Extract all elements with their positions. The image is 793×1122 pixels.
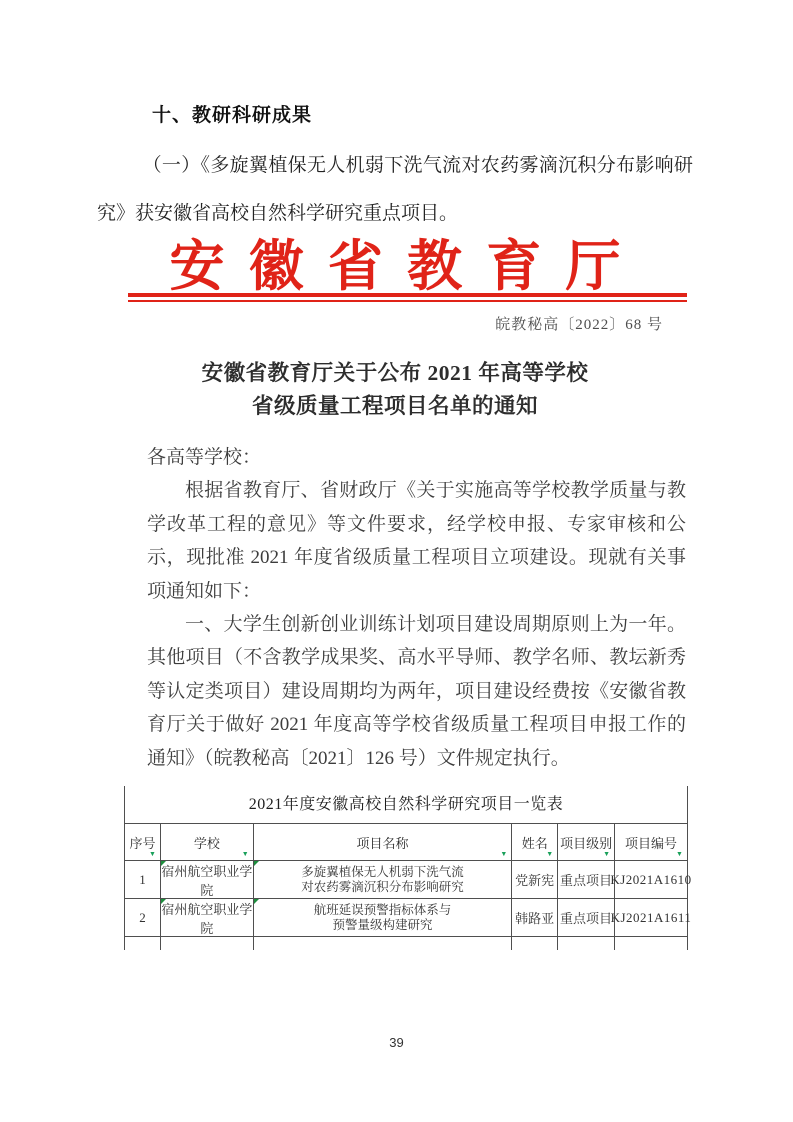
filter-icon: ▼ bbox=[241, 850, 249, 858]
notice-title bbox=[97, 357, 693, 423]
cell-corner-marker-icon bbox=[161, 899, 166, 904]
cell-no: 2 bbox=[125, 899, 161, 937]
cell-corner-marker-icon bbox=[161, 861, 166, 866]
filter-icon: ▼ bbox=[500, 850, 508, 858]
letter-paragraph: 根据省教育厅、省财政厅《关于实施高等学校教学质量与教学改革工程的意见》等文件要求，经学校申报、专家审核和公示，现批准 2021 年度省级质量工程项目立项建设。现就有关事项通知如下： bbox=[147, 480, 686, 602]
table-row bbox=[125, 899, 692, 937]
letterhead-agency-name: 安徽省教育厅 bbox=[169, 236, 645, 297]
letterhead-divider bbox=[128, 293, 687, 302]
filter-icon: ▼ bbox=[546, 850, 554, 858]
notice-title-line2: 省级质量工程项目名单的通知 bbox=[251, 394, 538, 418]
cell-level: 重点项目 bbox=[558, 861, 615, 899]
filter-icon: ▼ bbox=[148, 850, 156, 858]
cell-corner-marker-icon bbox=[254, 899, 259, 904]
salutation: 各高等学校： bbox=[147, 447, 262, 468]
header-cell-school: 学校 ▼ bbox=[161, 824, 254, 861]
section-heading: 十、教研科研成果 bbox=[152, 105, 313, 126]
table-partial-row bbox=[125, 937, 688, 950]
letter-paragraph: 一、大学生创新创业训练计划项目建设周期原则上为一年。其他项目（不含教学成果奖、高水平导师、教学名师、教坛新秀等认定类项目）建设周期均为两年，项目建设经费按《安徽省教育厅关于做好 2021 年度高等学校省级质量工程项目申报工作的通知》（皖教秘高〔2021〕126 号）文件规定执行。 bbox=[147, 614, 686, 769]
cell-code: KJ2021A1610 bbox=[615, 861, 688, 899]
table-row bbox=[125, 861, 692, 899]
header-cell-no: 序号 ▼ bbox=[125, 824, 161, 861]
cell-project: 航班延误预警指标体系与 预警量级构建研究 bbox=[254, 899, 512, 937]
header-cell-code: 项目编号 ▼ bbox=[615, 824, 688, 861]
cell-school: 宿州航空职业学院 bbox=[161, 861, 254, 899]
header-cell-project: 项目名称 ▼ bbox=[254, 824, 513, 861]
table-title: 2021年度安徽高校自然科学研究项目一览表 bbox=[125, 786, 688, 824]
cell-corner-marker-icon bbox=[254, 861, 259, 866]
cell-name: 韩路亚 bbox=[512, 899, 558, 937]
filter-icon: ▼ bbox=[676, 850, 683, 858]
cell-code: KJ2021A1611 bbox=[615, 899, 688, 937]
cell-project: 多旋翼植保无人机弱下洗气流 对农药雾滴沉积分布影响研究 bbox=[254, 861, 512, 899]
filter-icon: ▼ bbox=[603, 850, 611, 858]
page-number: 39 bbox=[389, 1035, 404, 1050]
table-header-row bbox=[125, 824, 688, 861]
intro-paragraph: （一）《多旋翼植保无人机弱下洗气流对农药雾滴沉积分布影响研究》获安徽省高校自然科学研究重点项目。 bbox=[97, 155, 693, 224]
cell-no: 1 bbox=[125, 861, 161, 899]
cell-name: 党新宪 bbox=[512, 861, 558, 899]
header-cell-name: 姓名 ▼ bbox=[512, 824, 558, 861]
projects-table bbox=[124, 786, 692, 950]
cell-level: 重点项目 bbox=[558, 899, 615, 937]
letter-body bbox=[147, 441, 686, 775]
doc-number: 皖教秘高〔2022〕68 号 bbox=[495, 317, 663, 333]
cell-school: 宿州航空职业学院 bbox=[161, 899, 254, 937]
notice-title-line1: 安徽省教育厅关于公布 2021 年高等学校 bbox=[201, 361, 589, 385]
header-cell-level: 项目级别 ▼ bbox=[558, 824, 615, 861]
